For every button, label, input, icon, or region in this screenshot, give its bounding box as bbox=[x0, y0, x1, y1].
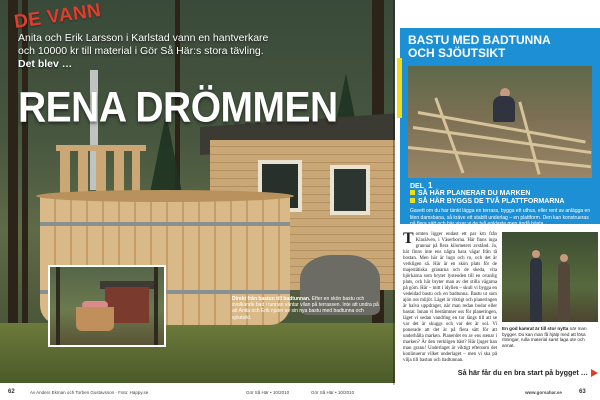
tree-trunk bbox=[56, 267, 60, 347]
hot-tub-band bbox=[40, 222, 290, 226]
plank bbox=[518, 102, 540, 175]
info-panel bbox=[400, 28, 600, 227]
headline: RENA DRÖMMEN bbox=[18, 84, 338, 132]
inset-photo bbox=[48, 265, 166, 347]
stair-railing bbox=[60, 145, 140, 193]
intro-text: Anita och Erik Larsson i Karlstad vann en hantverkare och 10000 kr till material i Gör Så Här:s stora tävling. Det blev … bbox=[18, 32, 269, 70]
continue-teaser: Så här får du en bra start på bygget … bbox=[403, 368, 598, 377]
square-bullet-icon bbox=[410, 190, 415, 195]
square-bullet-icon bbox=[410, 198, 415, 203]
right-page bbox=[311, 0, 600, 400]
page-number: 63 bbox=[579, 389, 586, 395]
section-label: DEL 1 bbox=[410, 181, 433, 190]
right-footer bbox=[311, 385, 600, 400]
bullet-item: SÅ HÄR BYGGS DE TVÅ PLATTFORMARNA bbox=[410, 198, 600, 206]
website: www.gorsahar.se bbox=[525, 390, 562, 395]
page-number: 62 bbox=[8, 389, 15, 395]
panel-text: Gavett om du har tänkt lägga en terrass, bygga ett uthus, eller rent av anlägga en liten damsbana, så kräve ett stabilt underlag – en plattform. Den kan konstrueras på flera sätt och här visar vi de två enklaste men ändå bästa. bbox=[410, 208, 591, 227]
panel-photo bbox=[408, 66, 592, 178]
builders-photo bbox=[502, 232, 598, 322]
magazine-name: Gör Så Här • 10/2010 bbox=[311, 390, 355, 395]
person bbox=[530, 258, 542, 322]
sauna-window bbox=[330, 165, 370, 215]
bullet-list bbox=[410, 190, 600, 206]
person bbox=[560, 254, 568, 262]
worker bbox=[493, 96, 515, 122]
photo-caption: En god kamrat är till stor nytta när man bygger. Du kan man få hjälp med att lösa ritningar, rulla material samt laga ute och annat. bbox=[502, 326, 587, 348]
panel-title: BASTU MED BADTUNNA OCH SJÖUTSIKT bbox=[408, 33, 551, 60]
person bbox=[532, 250, 540, 258]
tree-trunk bbox=[154, 267, 158, 347]
credit-line: Av Anders Ekman och Torben Gustavsson · Foto: Happy.se bbox=[30, 390, 149, 395]
arrow-right-icon bbox=[591, 369, 598, 377]
body-text: Tomten ligger endast ett par km från Klarälven, i Väserborna. Här finns inga grannar på flera kilometers avstånd. Ja, här finns inte ens några bara vägar från tå bostan. Men här är lugn och ro, och det är verkligen så. Här är en skön plats för de majestätiska granarna och de skeda, vita björkarna som bryter lysteuden till en ovanlig plats, och här bryter man av det stilla vägarna på göm. Här – mitt i idyllen – skull vi bygga en vedeldad bastu och en badtunna. Bastu ut som ajön oss miljöt. Läget är viktigt och planeringen är halva uppdraget, när man redan bodar eller bastar. Innan vi bestämmer oss för planeringen, läget vi sedan vandring en tur längs till att se var det är skuggs och var det är sol. Vi ponerade att det är på flera sätt för att underhålla marken. Planerdet en av ens stenar i marken? Är den verkligen bäst? Här ljuger han man granu! Underlaget är viktigt eftersom det konlinuerar vilket underlaget – men vi ska på vilja till bastun och badtunnan. bbox=[403, 230, 497, 363]
photo-caption: Direkt från bastun till badtunnan. Efter en skön bastu och svalkande bad i tunnan väntar vilan på terrassen. Inte att undra på att Anita och Erik njuter av sin nya bastu med badtunna och sjöutsikt. bbox=[232, 296, 379, 321]
bullet-item: SÅ HÄR PLANERAR DU MARKEN bbox=[410, 190, 600, 198]
intro-bold: Det blev … bbox=[18, 58, 73, 70]
kicker: DE VANN bbox=[12, 0, 103, 33]
hot-tub-rim bbox=[36, 190, 294, 202]
accent-tab bbox=[397, 58, 402, 118]
person bbox=[558, 262, 570, 322]
inset-tub bbox=[76, 307, 114, 331]
magazine-name: Gör Så Här • 10/2010 bbox=[246, 390, 290, 395]
drop-cap: T bbox=[403, 230, 414, 247]
